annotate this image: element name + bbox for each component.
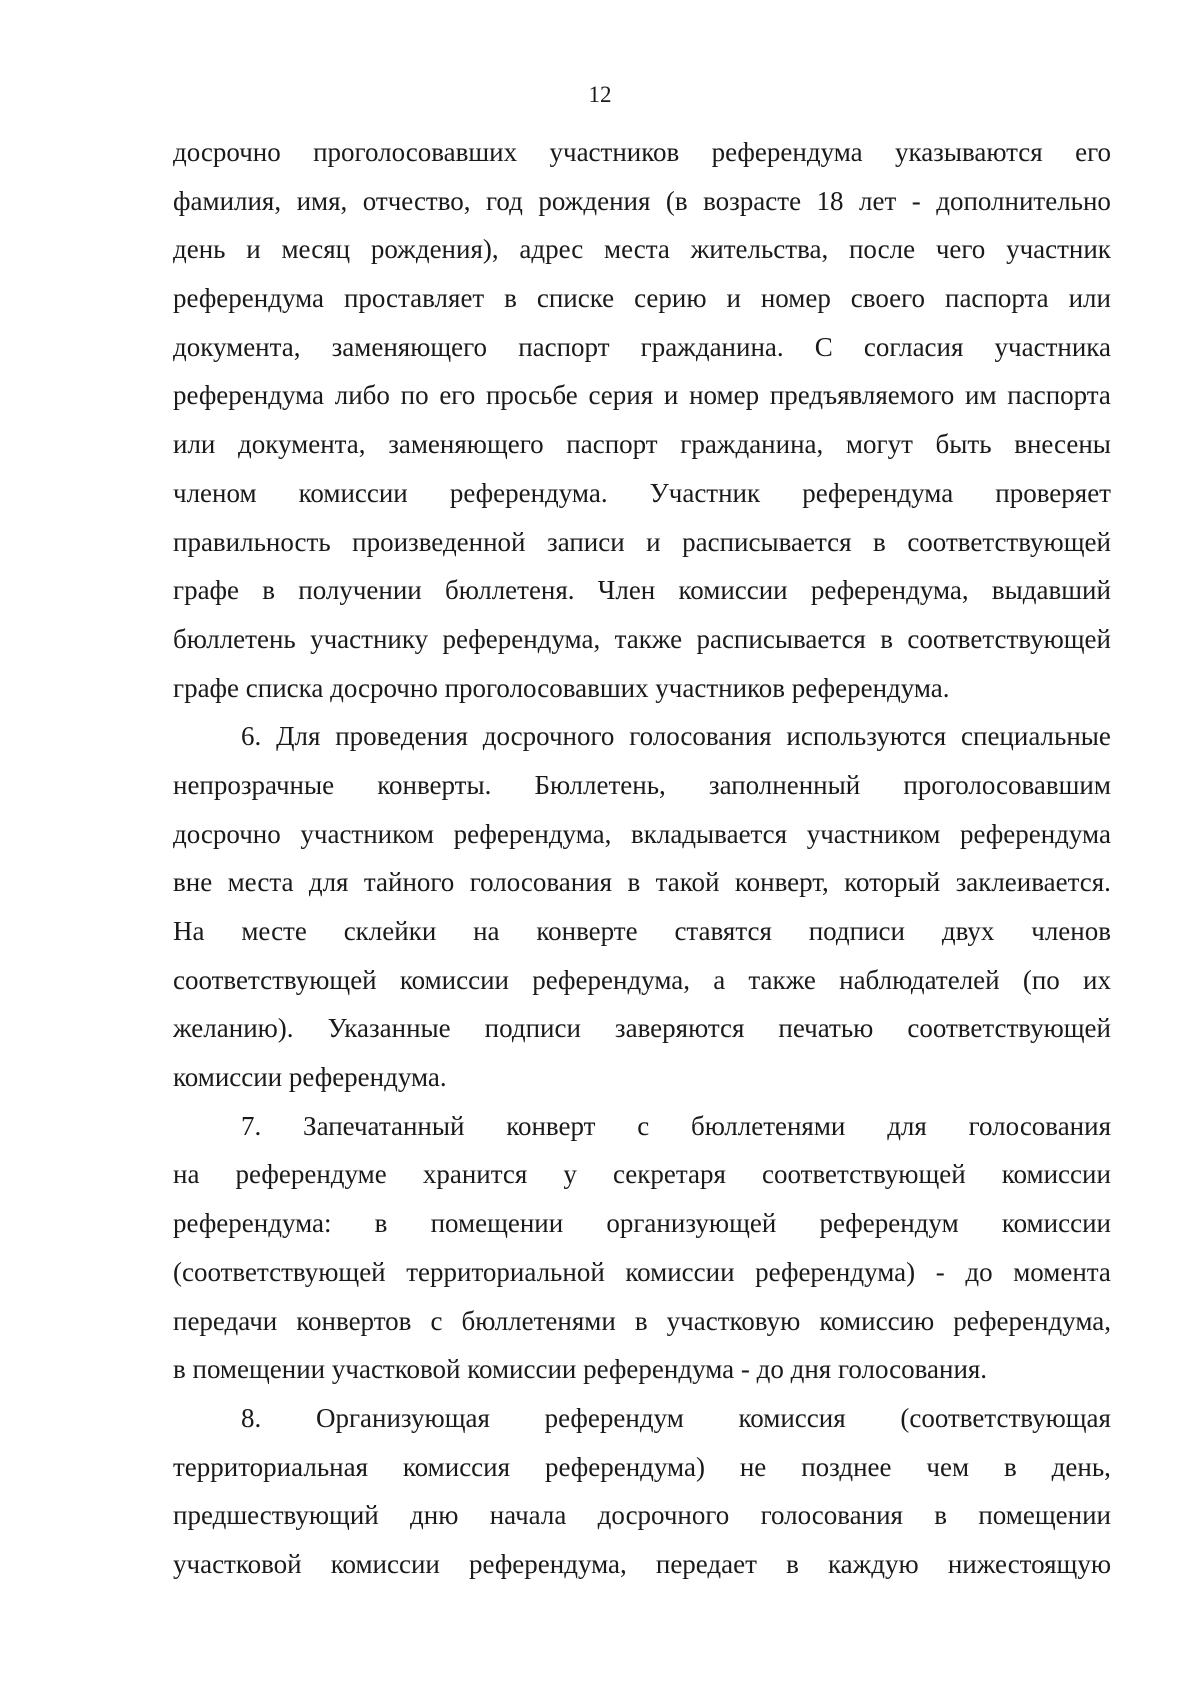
line-text: в помещении участковой комиссии референдума - до дня голосования. (173, 1354, 988, 1385)
word: комиссии (298, 477, 408, 508)
text-line (173, 371, 1111, 420)
word: референдума, (453, 818, 612, 849)
text-line (173, 469, 1111, 518)
word: С (814, 331, 833, 362)
word: получении (298, 575, 422, 606)
word: территориальная (173, 1451, 368, 1482)
word: Для (276, 721, 321, 752)
text-line (173, 664, 1111, 713)
word: досрочно (173, 137, 281, 167)
word: референдума, (810, 575, 969, 606)
word: гражданина. (640, 331, 784, 362)
word: заверяются (614, 1013, 745, 1044)
word: участником (300, 818, 434, 849)
word: соответствующей (907, 1013, 1111, 1044)
word: подписи (484, 1013, 581, 1044)
text-line (173, 810, 1111, 859)
word: участником (806, 818, 941, 849)
word: комиссии (330, 1548, 440, 1579)
word: 18 (816, 185, 844, 216)
word: паспорта (1007, 380, 1111, 411)
word: номер (760, 283, 831, 314)
word: на (473, 916, 500, 946)
word: заменяющего (388, 429, 544, 460)
word: рождения), (370, 234, 499, 265)
word: места (227, 867, 294, 898)
word: двух (941, 916, 995, 946)
text-line (173, 1491, 1111, 1540)
word: бюллетенями (461, 1305, 616, 1336)
word: и (646, 526, 661, 557)
word: возрасте (703, 185, 802, 216)
word: референдуме (235, 1159, 387, 1190)
word: предшествующий (173, 1500, 379, 1531)
word: проведения (335, 721, 468, 752)
word: 7. (241, 1110, 262, 1141)
word: референдума, (532, 964, 690, 995)
word: проставляет (343, 283, 485, 314)
word: нижестоящую (947, 1548, 1111, 1579)
word: печатью (778, 1013, 874, 1044)
word: серия (588, 380, 654, 411)
text-line (173, 1297, 1111, 1346)
word: паспорта (945, 283, 1049, 314)
word: референдума: (173, 1208, 332, 1239)
word: расписывается (696, 623, 866, 654)
word: желанию). (173, 1013, 294, 1044)
word: референдум (544, 1402, 684, 1433)
word: с (637, 1110, 650, 1141)
word: графе (173, 575, 240, 606)
word: - (935, 1256, 945, 1287)
word: организующей (606, 1208, 777, 1239)
word: с (430, 1305, 443, 1336)
word: передачи (173, 1305, 278, 1336)
word: комиссии (625, 1256, 735, 1287)
word: помещении (430, 1208, 564, 1239)
paragraph-p-continued (173, 128, 1111, 712)
word: референдума (802, 477, 954, 508)
text-line (173, 761, 1111, 810)
word: рождения (538, 185, 651, 216)
word: комиссия (738, 1402, 846, 1433)
text-line (173, 274, 1111, 323)
word: день (173, 234, 226, 265)
word: согласия (863, 331, 964, 362)
word: членов (1031, 916, 1111, 946)
text-line (173, 323, 1111, 372)
word: заклеивается. (955, 867, 1111, 898)
word: списке (536, 283, 615, 314)
word: проголосовавших (313, 137, 518, 167)
word: в (504, 283, 517, 314)
word: а (713, 964, 726, 995)
word: комиссию (819, 1305, 935, 1336)
word: участник (1006, 234, 1111, 265)
text-line (173, 858, 1111, 907)
word: участнику (310, 623, 429, 654)
word: референдума) (755, 1256, 916, 1287)
word: адрес (519, 234, 584, 265)
word: после (848, 234, 916, 265)
word: Запечатанный (303, 1110, 465, 1141)
word: места (604, 234, 670, 265)
text-line (173, 1150, 1111, 1199)
text-line (173, 1004, 1111, 1053)
word: наблюдателей (839, 964, 1000, 995)
word: им (965, 380, 997, 411)
word: заменяющего (331, 331, 488, 362)
word: день, (1051, 1451, 1111, 1482)
word: гражданина, (680, 429, 824, 460)
word: голосования (968, 1110, 1111, 1141)
word: дополнительно (936, 185, 1111, 216)
word: референдума (173, 380, 324, 411)
word: серию (634, 283, 707, 314)
text-line (173, 1443, 1111, 1492)
word: предъявляемого (769, 380, 955, 411)
word: его (1075, 137, 1111, 167)
word: голосования (760, 1500, 903, 1531)
word: Бюллетень, (534, 769, 666, 800)
word: подписи (808, 916, 905, 946)
text-line (173, 712, 1111, 761)
word: используются (786, 721, 947, 752)
word: комиссии (678, 575, 788, 606)
word: также (614, 623, 683, 654)
word: отчество, (362, 185, 471, 216)
word: передает (655, 1548, 757, 1579)
word: паспорт (566, 429, 658, 460)
word: комиссии (1001, 1159, 1111, 1190)
word: позднее (801, 1451, 892, 1482)
word: - (911, 185, 921, 216)
word: проверяет (995, 477, 1111, 508)
word: фамилия, (173, 185, 282, 216)
word: голосования (629, 721, 772, 752)
word: их (1083, 964, 1111, 995)
word: чем (926, 1451, 970, 1482)
word: соответствующей (907, 526, 1111, 557)
text-line (173, 225, 1111, 274)
word: непрозрачные (173, 769, 335, 800)
word: могут (845, 429, 913, 460)
word: каждую (827, 1548, 919, 1579)
word: секретаря (612, 1159, 726, 1190)
word: его (439, 380, 476, 411)
word: бюллетеня. (444, 575, 575, 606)
word: (в (665, 185, 688, 216)
word: на (173, 1159, 200, 1190)
text-line (173, 1053, 1111, 1102)
word: для (887, 1110, 927, 1141)
word: начала (489, 1500, 567, 1531)
word: в (634, 1305, 648, 1336)
word: паспорт (518, 331, 610, 362)
word: референдума, (469, 1548, 627, 1579)
word: конверте (536, 916, 638, 946)
word: (соответствующая (900, 1402, 1111, 1433)
word: до (965, 1256, 993, 1287)
word: участковой (173, 1548, 302, 1579)
word: просьбе (485, 380, 578, 411)
word: тайного (363, 867, 455, 898)
word: референдум (819, 1208, 959, 1239)
word: в (374, 1208, 388, 1239)
word: дню (410, 1500, 459, 1531)
word: бюллетенями (691, 1110, 846, 1141)
word: не (739, 1451, 767, 1482)
word: в (880, 623, 893, 654)
word: также (748, 964, 816, 995)
word: членом (173, 477, 257, 508)
text-line (173, 1345, 1111, 1394)
word: Участник (649, 477, 761, 508)
word: (по (1022, 964, 1060, 995)
word: имя, (296, 185, 348, 216)
word: участковую (666, 1305, 801, 1336)
word: референдума (173, 283, 324, 314)
word: у (563, 1159, 577, 1190)
word: референдума, (442, 623, 601, 654)
word: участников (549, 137, 680, 167)
text-line (173, 956, 1111, 1005)
word: досрочного (482, 721, 615, 752)
word: хранится (422, 1159, 528, 1190)
document-body (173, 128, 1111, 1589)
word: в (262, 575, 276, 606)
word: На (173, 916, 205, 946)
word: жительства, (690, 234, 829, 265)
word: документа, (238, 429, 366, 460)
word: номер (689, 380, 760, 411)
word: по (400, 380, 429, 411)
word: проголосовавшим (903, 769, 1111, 800)
word: досрочного (597, 1500, 730, 1531)
word: для (308, 867, 349, 898)
word: записи (547, 526, 625, 557)
text-line (173, 518, 1111, 567)
word: год (486, 185, 523, 216)
word: референдума. (449, 477, 608, 508)
word: голосования (469, 867, 613, 898)
word: Член (597, 575, 656, 606)
word: заполненный (708, 769, 861, 800)
text-line (173, 128, 1111, 177)
word: в (873, 526, 886, 557)
word: лет (859, 185, 897, 216)
word: указываются (894, 137, 1043, 167)
word: помещении (978, 1500, 1111, 1531)
text-line (173, 177, 1111, 226)
word: момента (1013, 1256, 1111, 1287)
word: конверты. (377, 769, 492, 800)
word: вне (173, 867, 213, 898)
word: расписывается (682, 526, 852, 557)
word: (соответствующей (173, 1256, 386, 1287)
line-text: графе списка досрочно проголосовавших участников референдума. (173, 672, 950, 703)
word: соответствующей (907, 623, 1111, 654)
word: который (844, 867, 941, 898)
text-line (173, 420, 1111, 469)
paragraph-p-6 (173, 712, 1111, 1102)
text-line (173, 907, 1111, 956)
word: территориальной (406, 1256, 605, 1287)
word: референдума) (544, 1451, 705, 1482)
word: Указанные (327, 1013, 451, 1044)
word: своего (850, 283, 926, 314)
word: референдума (959, 818, 1111, 849)
word: и (663, 380, 679, 411)
word: склейки (343, 916, 437, 946)
paragraph-p-7 (173, 1102, 1111, 1394)
word: специальные (961, 721, 1111, 752)
word: конверт (506, 1110, 596, 1141)
word: участника (994, 331, 1111, 362)
word: документа, (173, 331, 301, 362)
text-line (173, 566, 1111, 615)
word: в (627, 867, 641, 898)
word: выдавший (991, 575, 1111, 606)
word: бюллетень (173, 623, 296, 654)
word: 6. (241, 721, 262, 752)
word: правильность (173, 526, 331, 557)
text-line (173, 1102, 1111, 1151)
word: Организующая (315, 1402, 490, 1433)
word: ставятся (674, 916, 772, 946)
word: 8. (241, 1402, 262, 1433)
word: конвертов (296, 1305, 412, 1336)
text-line (173, 615, 1111, 664)
word: досрочно (173, 818, 281, 849)
paragraph-p-8 (173, 1394, 1111, 1589)
word: комиссии (399, 964, 509, 995)
word: референдума, (953, 1305, 1111, 1336)
word: месте (241, 916, 307, 946)
text-line (173, 1199, 1111, 1248)
word: в (1004, 1451, 1017, 1482)
word: референдума (711, 137, 863, 167)
word: или (1068, 283, 1111, 314)
word: в (786, 1548, 799, 1579)
word: внесены (1014, 429, 1111, 460)
word: соответствующей (762, 1159, 966, 1190)
word: и (246, 234, 261, 265)
word: месяц (281, 234, 351, 265)
word: конверт, (734, 867, 829, 898)
word: комиссия (402, 1451, 511, 1482)
word: либо (334, 380, 390, 411)
word: соответствующей (173, 964, 377, 995)
word: в (934, 1500, 948, 1531)
word: чего (935, 234, 986, 265)
text-line (173, 1248, 1111, 1297)
word: такой (655, 867, 720, 898)
text-line (173, 1394, 1111, 1443)
word: и (726, 283, 741, 314)
page-number: 12 (588, 82, 612, 107)
text-line (173, 1540, 1111, 1589)
word: быть (935, 429, 992, 460)
word: вкладывается (630, 818, 788, 849)
word: или (173, 429, 216, 460)
line-text: комиссии референдума. (173, 1062, 447, 1093)
word: произведенной (352, 526, 526, 557)
word: комиссии (1001, 1208, 1111, 1239)
